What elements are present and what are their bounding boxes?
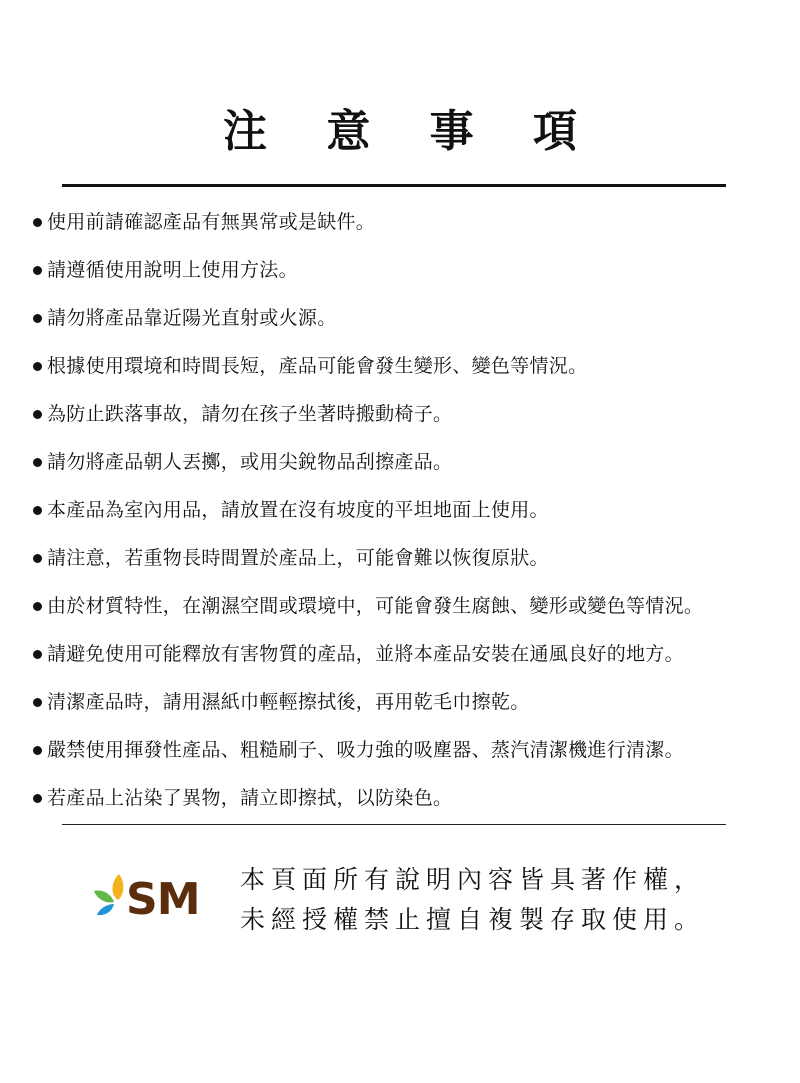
bullet-icon (33, 794, 42, 803)
note-text: 若產品上沾染了異物，請立即擦拭，以防染色。 (47, 787, 453, 809)
note-text: 嚴禁使用揮發性產品、粗糙刷子、吸力強的吸塵器、蒸汽清潔機進行清潔。 (47, 739, 684, 761)
note-text: 請勿將產品靠近陽光直射或火源。 (47, 307, 337, 329)
bullet-icon (33, 458, 42, 467)
bullet-icon (33, 506, 42, 515)
list-item (30, 438, 800, 486)
list-item (30, 774, 800, 822)
bullet-icon (33, 362, 42, 371)
list-item (30, 342, 800, 390)
note-text: 請勿將產品朝人丟擲，或用尖銳物品刮擦產品。 (47, 451, 453, 473)
list-item (30, 390, 800, 438)
copyright-line: 未經授權禁止擅自複製存取使用。 (240, 905, 706, 934)
bullet-icon (33, 698, 42, 707)
note-text: 清潔產品時，請用濕紙巾輕輕擦拭後，再用乾毛巾擦乾。 (47, 691, 530, 713)
list-item (30, 630, 800, 678)
note-text: 本產品為室內用品，請放置在沒有坡度的平坦地面上使用。 (47, 499, 549, 521)
note-text: 根據使用環境和時間長短，產品可能會發生變形、變色等情況。 (47, 355, 588, 377)
title-divider (62, 184, 726, 187)
footer-divider (62, 824, 726, 825)
list-item (30, 246, 800, 294)
bullet-icon (33, 218, 42, 227)
note-text: 請遵循使用說明上使用方法。 (47, 259, 298, 281)
note-text: 為防止跌落事故，請勿在孩子坐著時搬動椅子。 (47, 403, 453, 425)
bullet-icon (33, 650, 42, 659)
note-text: 請注意，若重物長時間置於產品上，可能會難以恢復原狀。 (47, 547, 549, 569)
note-text: 請避免使用可能釋放有害物質的產品，並將本產品安裝在通風良好的地方。 (47, 643, 684, 665)
note-text: 由於材質特性，在潮濕空間或環境中，可能會發生腐蝕、變形或變色等情況。 (47, 595, 704, 617)
bullet-icon (33, 602, 42, 611)
page-title: 注 意 事 項 (223, 106, 599, 157)
bullet-icon (33, 554, 42, 563)
green-leaf-icon (94, 891, 114, 903)
bullet-icon (33, 410, 42, 419)
list-item (30, 726, 800, 774)
note-text: 使用前請確認產品有無異常或是缺件。 (47, 211, 376, 233)
blue-leaf-icon (97, 904, 114, 915)
bullet-icon (33, 266, 42, 275)
copyright-notice (240, 860, 760, 940)
bullet-icon (33, 746, 42, 755)
list-item (30, 294, 800, 342)
bullet-icon (33, 314, 42, 323)
list-item (30, 486, 800, 534)
sm-logo (92, 872, 222, 922)
notes-list (30, 198, 800, 822)
list-item (30, 198, 800, 246)
copyright-line: 本頁面所有說明內容皆具著作權， (240, 865, 706, 894)
list-item (30, 534, 800, 582)
list-item (30, 582, 800, 630)
yellow-leaf-icon (112, 874, 123, 900)
list-item (30, 678, 800, 726)
logo-wordmark: SM (126, 874, 200, 922)
